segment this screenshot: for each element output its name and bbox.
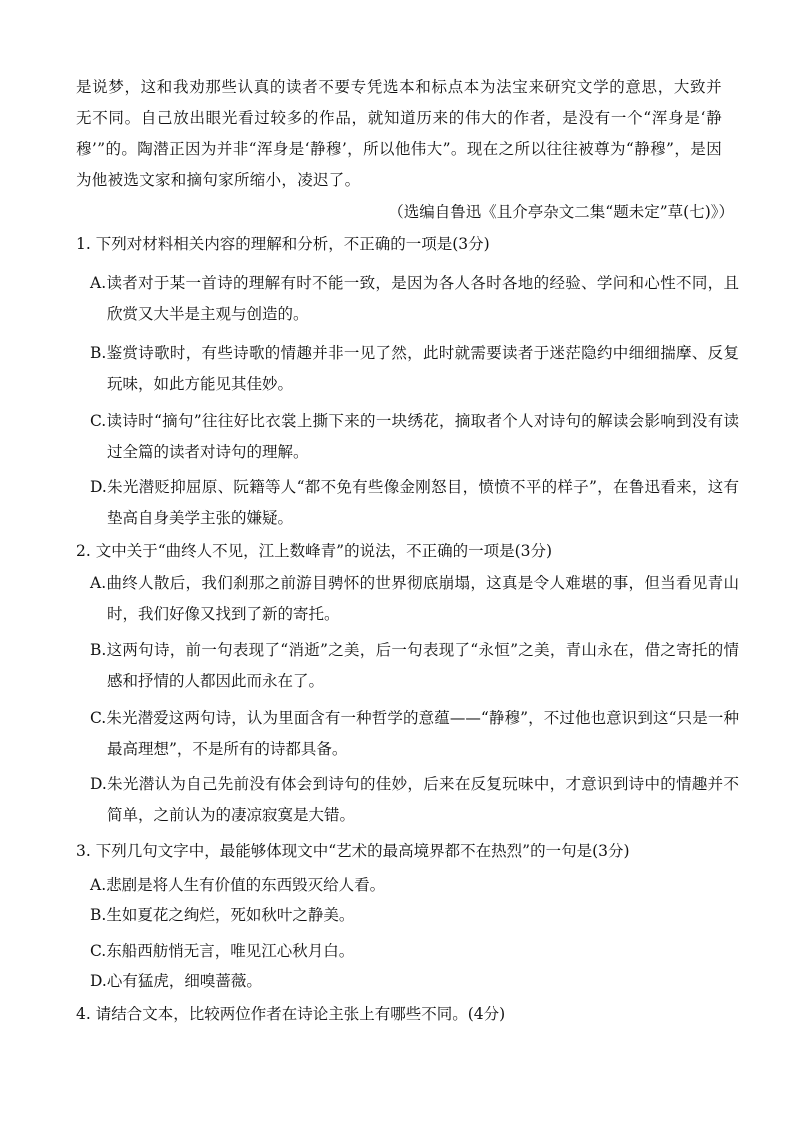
passage-source: （选编自鲁迅《且介亭杂文二集“题未定”草(七)》）: [388, 203, 734, 221]
question-3-option-c[interactable]: [90, 936, 739, 967]
question-1-option-b[interactable]: [90, 338, 739, 400]
question-3-option-d[interactable]: [90, 966, 739, 997]
option-label: B.: [90, 344, 107, 362]
question-3-stem: 3. 下列几句文字中，最能够体现文中“艺术的最高境界都不在热烈”的一句是(3分): [76, 842, 630, 860]
option-label: A.: [90, 274, 107, 292]
option-text: 朱光潜贬抑屈原、阮籍等人“都不免有些像金刚怒目，愤愤不平的样子”，在鲁迅看来，这有垫高自身美学主张的嫌疑。: [106, 478, 739, 527]
option-text: 东船西舫悄无言，唯见江心秋月白。: [106, 942, 355, 960]
option-text: 曲终人散后，我们刹那之前游目骋怀的世界彻底崩塌，这真是令人难堪的事，但当看见青山时，我们好像又找到了新的寄托。: [106, 574, 739, 623]
option-text: 鉴赏诗歌时，有些诗歌的情趣并非一见了然，此时就需要读者于迷茫隐约中细细揣摩、反复玩味，如此方能见其佳妙。: [106, 344, 739, 393]
option-label: A.: [90, 876, 107, 894]
option-label: B.: [90, 641, 107, 659]
option-label: B.: [90, 906, 107, 924]
question-1-option-a[interactable]: [90, 268, 739, 330]
option-text: 读者对于某一首诗的理解有时不能一致，是因为各人各时各地的经验、学问和心性不同，且欣赏又大半是主观与创造的。: [106, 274, 739, 323]
question-4-stem: 4. 请结合文本，比较两位作者在诗论主张上有哪些不同。(4分): [76, 1005, 506, 1023]
question-1-option-d[interactable]: [90, 472, 739, 534]
option-text: 悲剧是将人生有价值的东西毁灭给人看。: [106, 876, 386, 894]
option-label: C.: [90, 709, 107, 727]
question-3-option-b[interactable]: [90, 900, 739, 931]
option-label: D.: [90, 775, 107, 793]
passage-paragraph: 是说梦，这和我劝那些认真的读者不要专凭选本和标点本为法宝来研究文学的意思，大致并无不同。自己放出眼光看过较多的作品，就知道历来的伟大的作者，是没有一个“浑身是‘静穆’”的。陶潜正因为并非“浑身是‘静穆’，所以他伟大”。现在之所以往往被尊为“静穆”，是因为他被选文家和摘句家所缩小，凌迟了。: [76, 78, 722, 189]
option-text: 朱光潜爱这两句诗，认为里面含有一种哲学的意蕴——“静穆”，不过他也意识到这“只是一种最高理想”，不是所有的诗都具备。: [106, 709, 739, 758]
option-label: C.: [90, 412, 107, 430]
question-1-stem: 1. 下列对材料相关内容的理解和分析，不正确的一项是(3分): [76, 235, 490, 253]
option-text: 生如夏花之绚烂，死如秋叶之静美。: [106, 906, 355, 924]
question-2-option-c[interactable]: [90, 703, 739, 765]
question-1-option-c[interactable]: [90, 406, 739, 468]
option-text: 心有猛虎，细嗅蔷薇。: [106, 972, 262, 990]
question-2-option-a[interactable]: [90, 568, 739, 630]
question-2-option-d[interactable]: [90, 769, 739, 831]
option-label: D.: [90, 478, 107, 496]
option-text: 这两句诗，前一句表现了“消逝”之美，后一句表现了“永恒”之美，青山永在，借之寄托的情感和抒情的人都因此而永在了。: [106, 641, 739, 690]
option-label: C.: [90, 942, 107, 960]
question-2-stem: 2. 文中关于“曲终人不见，江上数峰青”的说法，不正确的一项是(3分): [76, 542, 553, 560]
option-label: D.: [90, 972, 107, 990]
option-text: 读诗时“摘句”往往好比衣裳上撕下来的一块绣花，摘取者个人对诗句的解读会影响到没有读过全篇的读者对诗句的理解。: [106, 412, 739, 461]
question-3-option-a[interactable]: [90, 870, 739, 901]
option-label: A.: [90, 574, 107, 592]
option-text: 朱光潜认为自己先前没有体会到诗句的佳妙，后来在反复玩味中，才意识到诗中的情趣并不简单，之前认为的凄凉寂寞是大错。: [106, 775, 739, 824]
question-2-option-b[interactable]: [90, 635, 739, 697]
